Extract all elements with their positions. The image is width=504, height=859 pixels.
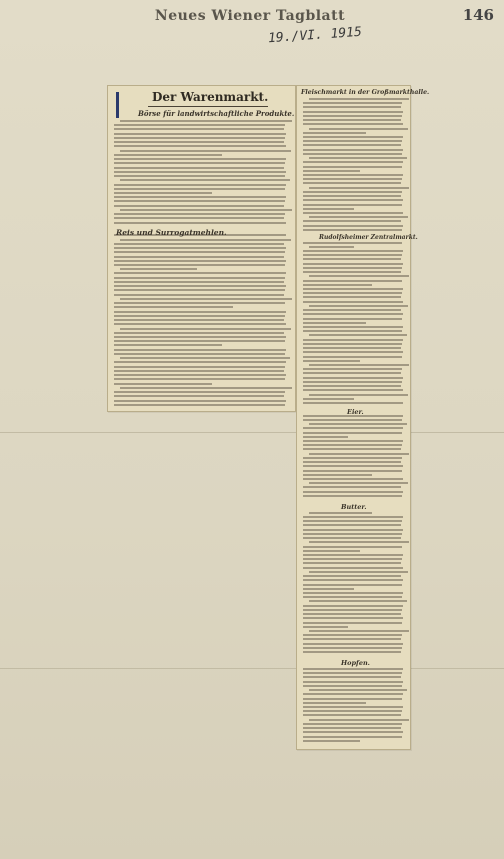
- text-line: [114, 370, 284, 372]
- text-line: [309, 216, 408, 218]
- text-line: [114, 332, 284, 334]
- text-line: [309, 630, 409, 632]
- text-line: [303, 170, 360, 172]
- text-line: [303, 524, 401, 526]
- text-line: [303, 440, 403, 442]
- text-line: [303, 102, 402, 104]
- text-line: [309, 600, 407, 602]
- text-line: [120, 387, 292, 389]
- text-line: [303, 313, 403, 315]
- text-line: [303, 153, 402, 155]
- text-line: [303, 220, 401, 222]
- text-line: [303, 478, 403, 480]
- text-line: [114, 128, 284, 130]
- text-line: [303, 115, 402, 117]
- section-heading: Eier.: [347, 408, 364, 416]
- text-line: [303, 554, 403, 556]
- text-line: [303, 596, 402, 598]
- text-line: [303, 144, 401, 146]
- text-line: [303, 385, 401, 387]
- text-line: [114, 366, 285, 368]
- text-line: [114, 378, 285, 380]
- text-line: [303, 676, 401, 678]
- text-line: [303, 195, 401, 197]
- text-line: [303, 111, 403, 113]
- text-line: [303, 178, 402, 180]
- text-line: [303, 533, 402, 535]
- text-line: [303, 136, 403, 138]
- text-line: [114, 205, 284, 207]
- text-line: [303, 465, 403, 467]
- text-line: [303, 149, 403, 151]
- text-line: [303, 617, 403, 619]
- text-line: [303, 166, 402, 168]
- text-line: [114, 137, 285, 139]
- text-line: [309, 423, 407, 425]
- text-line: [309, 187, 409, 189]
- text-line: [303, 296, 401, 298]
- text-line: [114, 383, 212, 385]
- text-line: [303, 242, 402, 244]
- text-line: [303, 693, 403, 695]
- text-line: [114, 374, 286, 376]
- text-line: [114, 133, 286, 135]
- text-line: [303, 326, 403, 328]
- text-line: [114, 361, 286, 363]
- text-line: [303, 567, 403, 569]
- text-line: [120, 239, 291, 241]
- text-line: [120, 328, 291, 330]
- text-line: [114, 272, 286, 274]
- text-line: [309, 128, 408, 130]
- text-line: [120, 357, 290, 359]
- text-line: [114, 340, 285, 342]
- text-line: [309, 394, 408, 396]
- text-line: [120, 120, 292, 122]
- text-line: [303, 372, 401, 374]
- title-rule: [148, 106, 268, 107]
- text-line: [303, 710, 402, 712]
- text-line: [114, 200, 285, 202]
- text-line: [303, 584, 402, 586]
- text-line: [303, 258, 401, 260]
- article-title: Der Warenmarkt.: [152, 90, 269, 104]
- text-line: [303, 301, 403, 303]
- text-line: [303, 229, 402, 231]
- text-line: [114, 222, 286, 224]
- section-heading: Rudolfsheimer Zentralmarkt.: [319, 234, 418, 241]
- text-line: [303, 427, 403, 429]
- text-line: [114, 277, 285, 279]
- text-line: [303, 398, 354, 400]
- text-line: [114, 167, 284, 169]
- text-line: [303, 588, 354, 590]
- text-line: [303, 419, 402, 421]
- text-line: [303, 579, 403, 581]
- text-line: [303, 448, 401, 450]
- text-line: [303, 444, 402, 446]
- text-line: [114, 404, 285, 406]
- text-line: [114, 247, 286, 249]
- text-line: [114, 158, 286, 160]
- text-line: [120, 268, 197, 270]
- text-line: [303, 267, 402, 269]
- text-line: [114, 141, 284, 143]
- paper-fold-line: [0, 668, 504, 669]
- text-line: [303, 368, 402, 370]
- clipping-warenmarkt: [107, 85, 296, 412]
- text-line: [120, 150, 291, 152]
- text-line: [114, 175, 285, 177]
- text-line: [303, 486, 401, 488]
- text-line: [303, 284, 372, 286]
- text-line: [303, 558, 402, 560]
- text-line: [114, 196, 286, 198]
- text-line: [303, 250, 403, 252]
- text-line: [303, 702, 366, 704]
- newspaper-masthead: Neues Wiener Tagblatt: [154, 8, 346, 24]
- text-line: [114, 289, 285, 291]
- text-line: [114, 336, 286, 338]
- text-line: [114, 323, 286, 325]
- text-line: [114, 344, 222, 346]
- page-number: 146: [462, 6, 494, 24]
- text-line: [303, 622, 402, 624]
- text-line: [114, 349, 286, 351]
- handwritten-date: 19./VI. 1915: [267, 24, 363, 47]
- text-line: [303, 106, 401, 108]
- text-line: [114, 188, 285, 190]
- text-line: [114, 311, 286, 313]
- text-line: [303, 634, 402, 636]
- text-line: [309, 719, 409, 721]
- text-line: [303, 280, 402, 282]
- text-line: [303, 119, 401, 121]
- text-line: [114, 243, 284, 245]
- text-line: [303, 339, 403, 341]
- text-line: [303, 562, 401, 564]
- text-line: [303, 626, 348, 628]
- text-line: [303, 191, 402, 193]
- text-line: [114, 315, 285, 317]
- blue-pencil-mark: [116, 92, 119, 118]
- text-line: [303, 714, 401, 716]
- text-line: [114, 184, 286, 186]
- text-line: [303, 174, 403, 176]
- text-line: [309, 482, 408, 484]
- text-line: [120, 209, 292, 211]
- text-line: [303, 318, 402, 320]
- text-line: [303, 377, 403, 379]
- highlighted-term: Reis und Surrogatmehlen.: [116, 228, 227, 237]
- text-line: [303, 575, 401, 577]
- text-line: [114, 400, 286, 402]
- text-line: [114, 256, 284, 258]
- article-subtitle: Börse für landwirtschaftliche Produkte.: [138, 109, 295, 118]
- text-line: [303, 706, 403, 708]
- text-line: [303, 461, 401, 463]
- text-line: [303, 681, 403, 683]
- text-line: [114, 260, 286, 262]
- text-line: [303, 204, 402, 206]
- text-line: [114, 294, 284, 296]
- text-line: [309, 453, 409, 455]
- text-line: [303, 685, 402, 687]
- text-line: [309, 512, 372, 514]
- text-line: [303, 351, 403, 353]
- text-line: [114, 217, 284, 219]
- text-line: [309, 571, 408, 573]
- text-line: [303, 731, 403, 733]
- text-line: [303, 225, 403, 227]
- text-line: [303, 520, 402, 522]
- section-heading: Hopfen.: [341, 659, 370, 667]
- text-line: [303, 529, 403, 531]
- text-line: [309, 275, 409, 277]
- text-line: [303, 672, 402, 674]
- text-line: [114, 171, 286, 173]
- text-line: [303, 288, 403, 290]
- text-line: [303, 727, 401, 729]
- text-line: [303, 140, 402, 142]
- paper-fold-line: [0, 432, 504, 433]
- text-line: [303, 491, 403, 493]
- text-line: [114, 154, 222, 156]
- text-line: [303, 123, 403, 125]
- text-line: [114, 281, 284, 283]
- text-line: [303, 254, 402, 256]
- text-line: [114, 145, 286, 147]
- text-line: [303, 182, 401, 184]
- text-line: [303, 546, 402, 548]
- text-line: [303, 199, 403, 201]
- text-line: [114, 213, 285, 215]
- text-line: [303, 360, 360, 362]
- text-line: [309, 334, 407, 336]
- text-line: [303, 723, 402, 725]
- text-line: [303, 347, 401, 349]
- text-line: [309, 364, 409, 366]
- text-line: [303, 132, 366, 134]
- text-line: [303, 263, 403, 265]
- article-body-text: [303, 98, 404, 746]
- text-line: [303, 474, 372, 476]
- text-line: [309, 689, 407, 691]
- text-line: [303, 356, 402, 358]
- text-line: [303, 495, 402, 497]
- text-line: [114, 302, 285, 304]
- text-line: [303, 292, 402, 294]
- text-line: [114, 251, 285, 253]
- text-line: [303, 537, 401, 539]
- text-line: [303, 668, 403, 670]
- text-line: [303, 432, 402, 434]
- text-line: [303, 343, 402, 345]
- clipping-fleischmarkt: [296, 85, 430, 750]
- text-line: [303, 609, 402, 611]
- text-line: [114, 306, 233, 308]
- text-line: [303, 309, 401, 311]
- section-title: Fleischmarkt in der Großmarkthalle.: [301, 89, 430, 96]
- text-line: [303, 381, 402, 383]
- text-line: [303, 457, 402, 459]
- text-line: [303, 208, 354, 210]
- text-line: [120, 179, 290, 181]
- text-line: [114, 353, 285, 355]
- text-line: [309, 246, 354, 248]
- text-line: [114, 395, 284, 397]
- section-heading: Butter.: [341, 503, 367, 511]
- text-line: [303, 330, 402, 332]
- text-line: [303, 161, 403, 163]
- text-line: [303, 638, 401, 640]
- text-line: [114, 319, 284, 321]
- text-line: [303, 550, 360, 552]
- text-line: [120, 298, 292, 300]
- text-line: [114, 162, 285, 164]
- text-line: [309, 98, 409, 100]
- text-line: [303, 647, 402, 649]
- text-line: [309, 305, 408, 307]
- text-line: [303, 698, 402, 700]
- text-line: [303, 651, 401, 653]
- text-line: [303, 643, 403, 645]
- text-line: [303, 212, 403, 214]
- text-line: [303, 740, 360, 742]
- text-line: [114, 285, 286, 287]
- text-line: [303, 402, 403, 404]
- text-line: [309, 157, 407, 159]
- text-line: [303, 605, 403, 607]
- text-line: [303, 389, 403, 391]
- text-line: [303, 470, 402, 472]
- text-line: [303, 322, 366, 324]
- text-line: [303, 736, 402, 738]
- text-line: [303, 592, 403, 594]
- text-line: [114, 124, 285, 126]
- text-line: [114, 391, 285, 393]
- text-line: [303, 516, 403, 518]
- text-line: [114, 192, 212, 194]
- article-body-text: [114, 120, 289, 410]
- text-line: [309, 541, 409, 543]
- text-line: [303, 613, 401, 615]
- text-line: [114, 264, 285, 266]
- text-line: [303, 271, 401, 273]
- text-line: [303, 436, 348, 438]
